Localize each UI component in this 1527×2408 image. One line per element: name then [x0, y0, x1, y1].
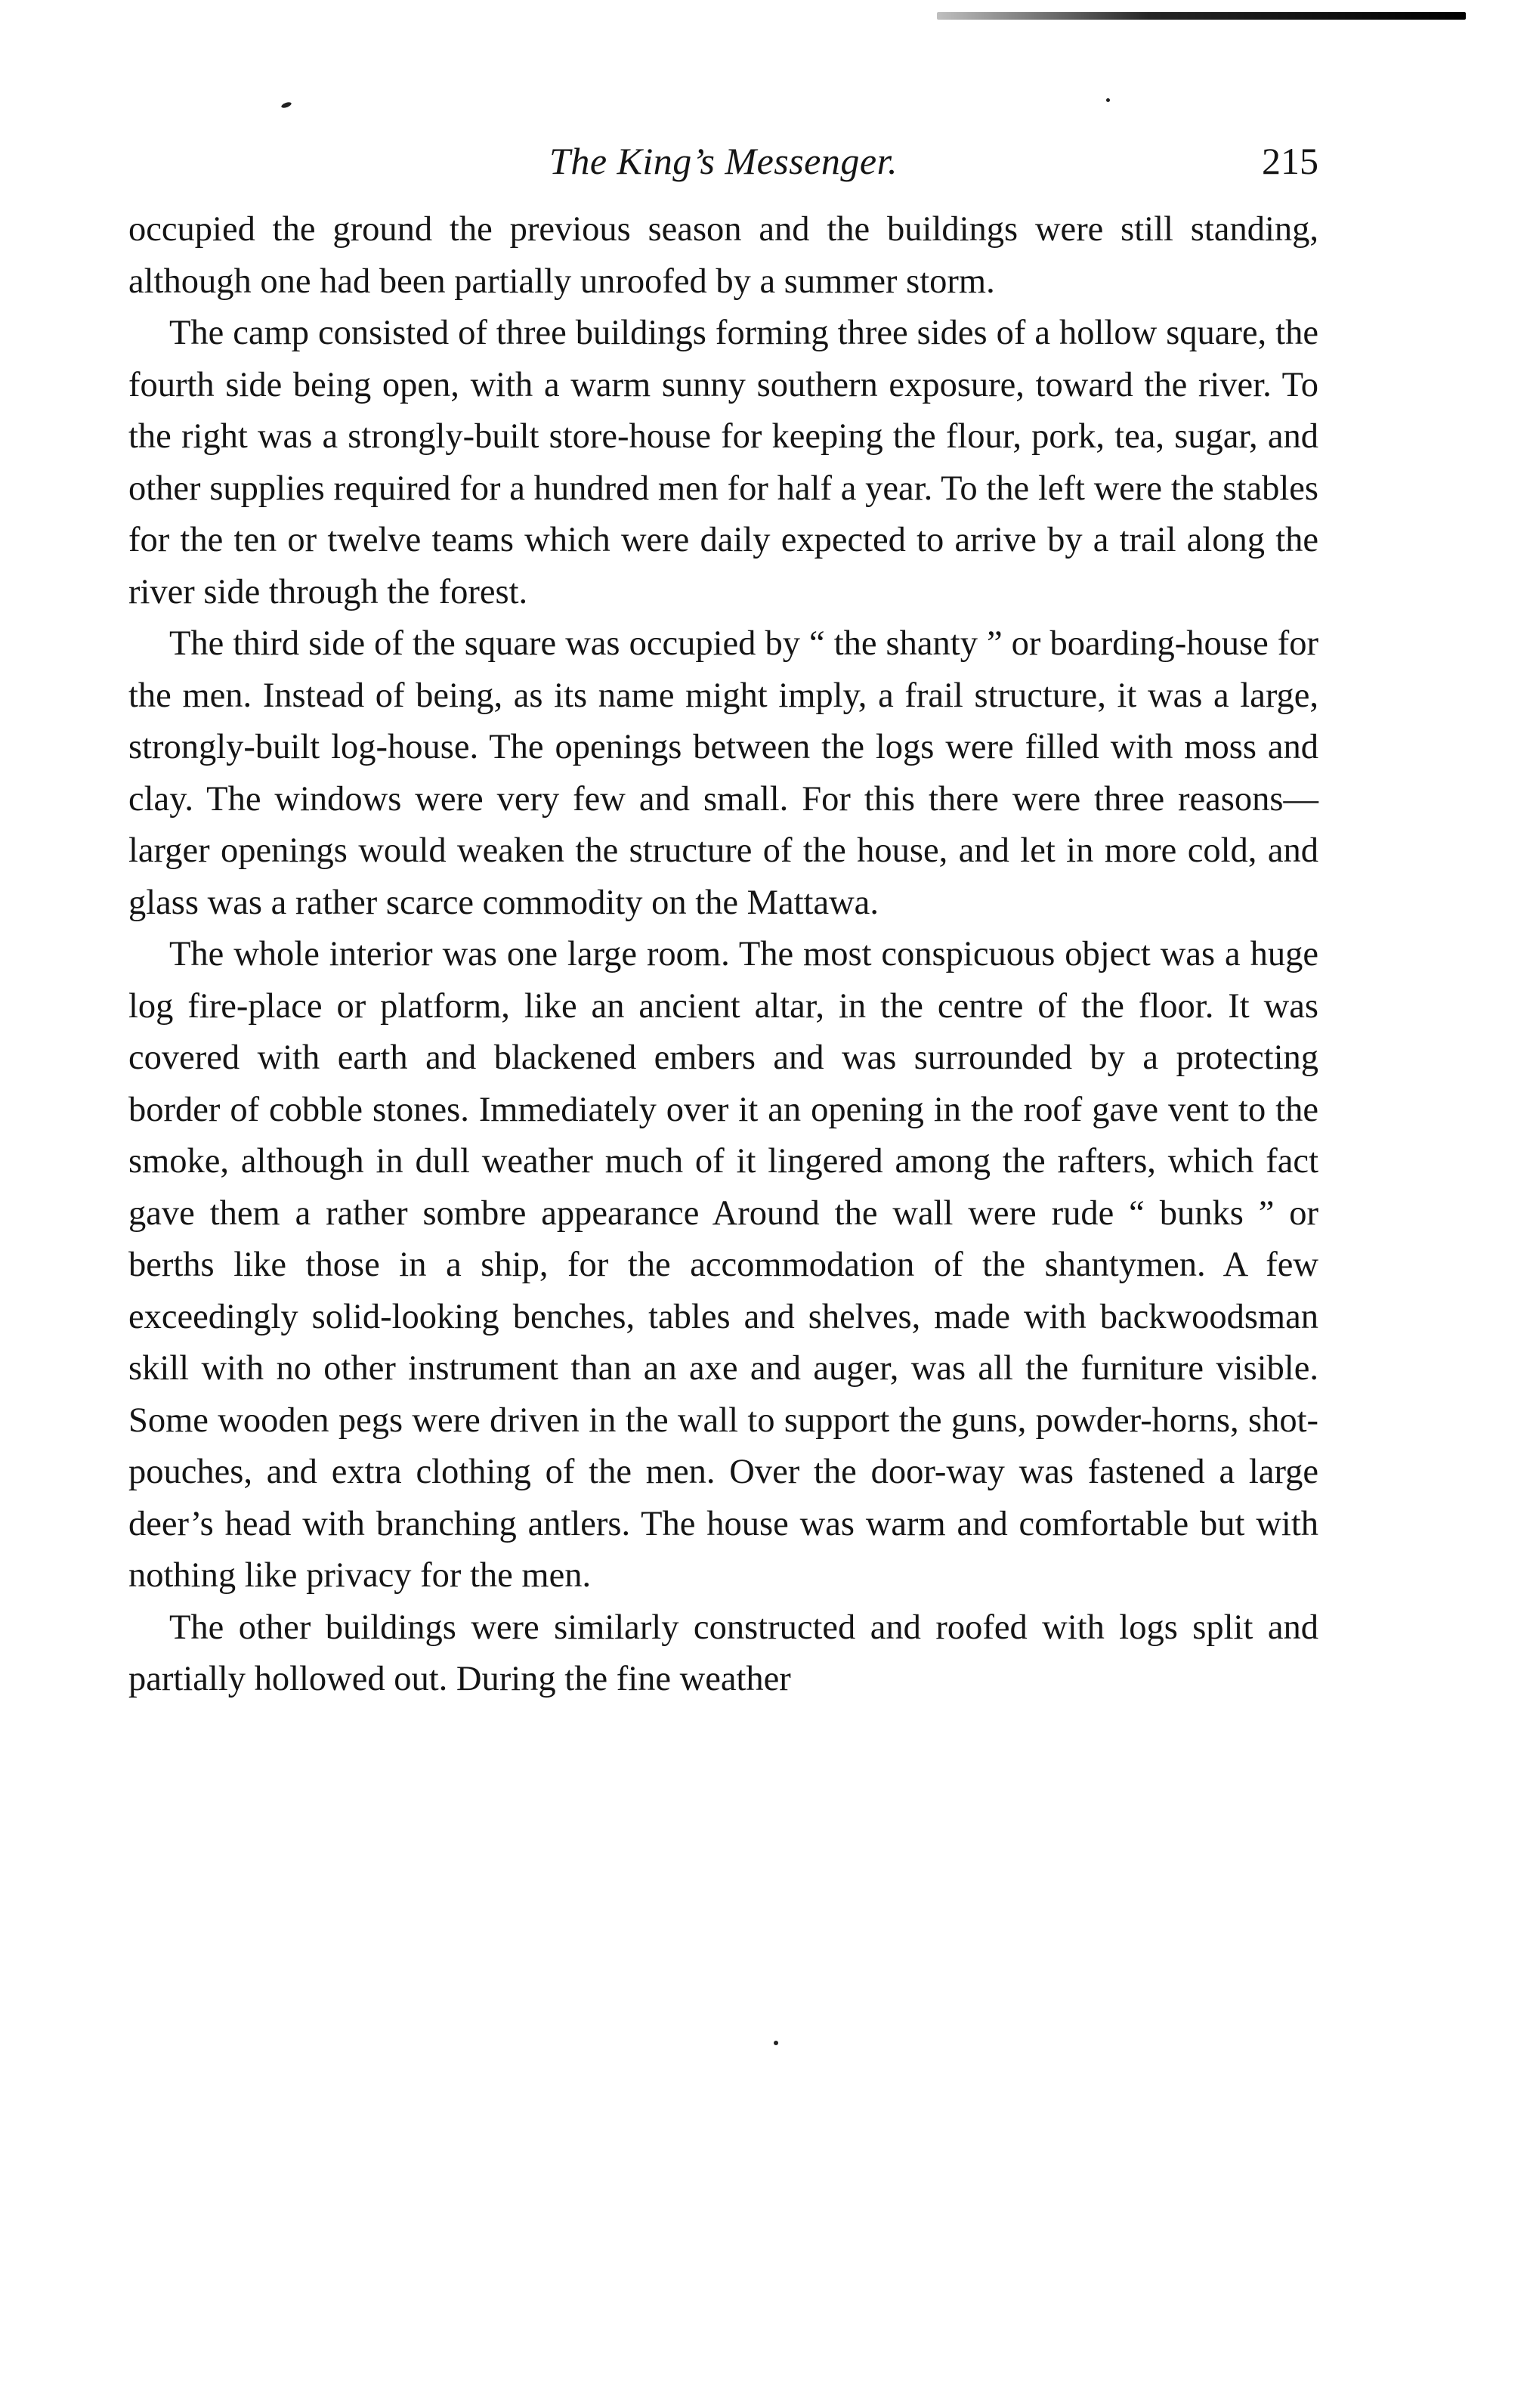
paragraph-other-buildings: The other buildings were similarly constructed and roofed with logs split and partially hollowed out. During the fine weather	[128, 1608, 1318, 1698]
running-head	[128, 128, 1318, 204]
paper-speck	[280, 101, 292, 109]
paper-speck	[774, 2041, 778, 2045]
running-title: The King’s Messenger.	[549, 140, 898, 182]
paragraph-camp: The camp consisted of three buildings forming three sides of a hollow square, the fourth side being open, with a warm sunny southern exposure, toward the river. To the right was a strongly-built store-house for keeping the flour, pork, tea, sugar, and other supplies required for a hundred men for half a year. To the left were the stables for the ten or twelve teams which were daily expected to arrive by a trail along the river side through the forest.	[128, 314, 1318, 611]
body-text	[128, 204, 1318, 1706]
top-edge-rule	[937, 12, 1466, 20]
paragraph-interior: The whole interior was one large room. The most conspicuous object was a huge log fire-place or platform, like an ancient altar, in the centre of the floor. It was covered with earth and blackened embers and was surrounded by a protecting border of cobble stones. Immediately over it an opening in the roof gave vent to the smoke, although in dull weather much of it lingered among the rafters, which fact gave them a rather sombre appearance Around the wall were rude “ bunks ” or berths like those in a ship, for the accommodation of the shantymen. A few exceedingly solid-looking benches, tables and shelves, made with backwoodsman skill with no other instrument than an axe and auger, was all the furniture visible. Some wooden pegs were driven in the wall to support the guns, powder-horns, shot-pouches, and extra clothing of the men. Over the door-way was fastened a large deer’s head with branching antlers. The house was warm and comfortable but with nothing like privacy for the men.	[128, 935, 1318, 1595]
page-number: 215	[1262, 140, 1318, 182]
paragraph-continued: occupied the ground the previous season and the buildings were still standing, although one had been partially unroofed by a summer storm.	[128, 210, 1318, 301]
paragraph-shanty: The third side of the square was occupied by “ the shanty ” or boarding-house for the men. Instead of being, as its name might imply, a frail structure, it was a large, strongly-built log-house. The openings between the logs were filled with moss and clay. The windows were very few and small. For this there were three reasons—larger openings would weaken the structure of the house, and let in more cold, and glass was a rather scarce commodity on the Mattawa.	[128, 624, 1318, 922]
book-page	[128, 128, 1318, 1706]
paper-speck	[1106, 98, 1110, 102]
